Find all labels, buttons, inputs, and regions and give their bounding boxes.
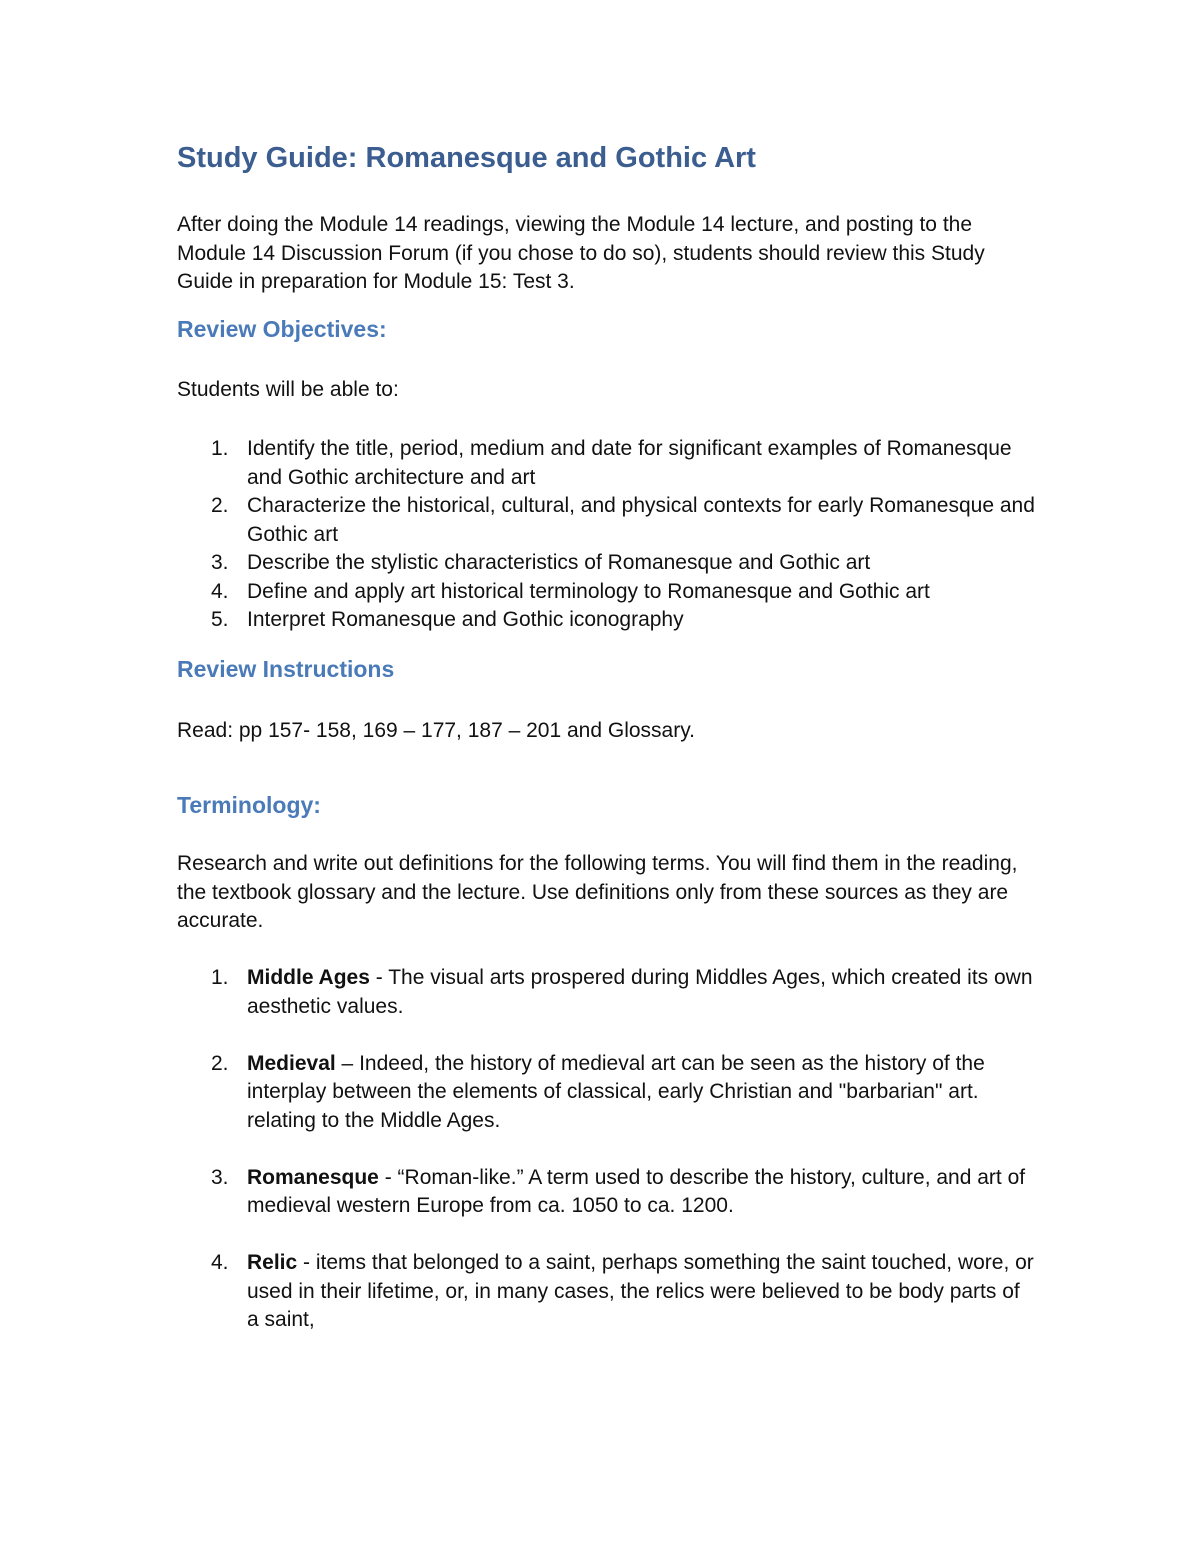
objective-item [177, 492, 1037, 549]
terms-list [177, 964, 1037, 1363]
objective-text: Characterize the historical, cultural, and physical contexts for early Romanesque and Gothic art [247, 494, 1035, 546]
term-definition: - “Roman-like.” A term used to describe the history, culture, and art of medieval western Europe from ca. 1050 to ca. 1200. [247, 1165, 1026, 1217]
objective-number: 3. [211, 551, 229, 574]
objective-item [177, 606, 1037, 635]
objective-number: 1. [211, 437, 229, 460]
term-item [177, 964, 1037, 1021]
review-objectives-heading: Review Objectives: [177, 316, 387, 342]
review-instructions-heading: Review Instructions [177, 656, 395, 682]
intro-paragraph: After doing the Module 14 readings, viewing the Module 14 lecture, and posting to the Module 14 Discussion Forum (if you chose to do so), students should review this Study Guide in preparation for Module 15: Test 3. [177, 213, 985, 293]
objective-text: Define and apply art historical terminology to Romanesque and Gothic art [247, 579, 930, 603]
objective-text: Identify the title, period, medium and date for significant examples of Romanesque and Gothic architecture and art [247, 437, 1012, 489]
objectives-list [177, 435, 1037, 635]
objective-item [177, 435, 1037, 492]
objective-item [177, 578, 1037, 607]
term-item [177, 1050, 1037, 1136]
term-number: 1. [211, 966, 229, 989]
term-definition: – Indeed, the history of medieval art can be seen as the history of the interplay between the elements of classical, early Christian and "barbarian" art. relating to the Middle Ages. [247, 1051, 985, 1132]
page-title: Study Guide: Romanesque and Gothic Art [177, 142, 756, 174]
objective-number: 4. [211, 579, 229, 603]
term-number: 2. [211, 1051, 229, 1075]
term-name: Middle Ages [247, 966, 370, 989]
term-name: Romanesque [247, 1165, 379, 1189]
objectives-lead: Students will be able to: [177, 378, 399, 401]
term-name: Medieval [247, 1051, 336, 1075]
objective-item [177, 549, 1037, 578]
term-item [177, 1249, 1037, 1335]
objective-text: Describe the stylistic characteristics of Romanesque and Gothic art [247, 551, 871, 574]
term-number: 3. [211, 1165, 229, 1189]
term-definition: - The visual arts prospered during Middles Ages, which created its own aesthetic values. [247, 966, 1033, 1018]
term-definition: - items that belonged to a saint, perhaps something the saint touched, wore, or used in their lifetime, or, in many cases, the relics were believed to be body parts of a saint, [247, 1251, 1034, 1331]
term-item [177, 1164, 1037, 1221]
terminology-heading: Terminology: [177, 792, 321, 818]
terminology-lead: Research and write out definitions for the following terms. You will find them in the reading, the textbook glossary and the lecture. Use definitions only from these sources as they are accurate. [177, 852, 1018, 932]
objective-number: 5. [211, 608, 229, 631]
objective-text: Interpret Romanesque and Gothic iconography [247, 608, 684, 631]
reading-assignment: Read: pp 157- 158, 169 – 177, 187 – 201 and Glossary. [177, 719, 695, 742]
term-number: 4. [211, 1251, 229, 1274]
term-name: Relic [247, 1251, 298, 1274]
objective-number: 2. [211, 494, 229, 517]
